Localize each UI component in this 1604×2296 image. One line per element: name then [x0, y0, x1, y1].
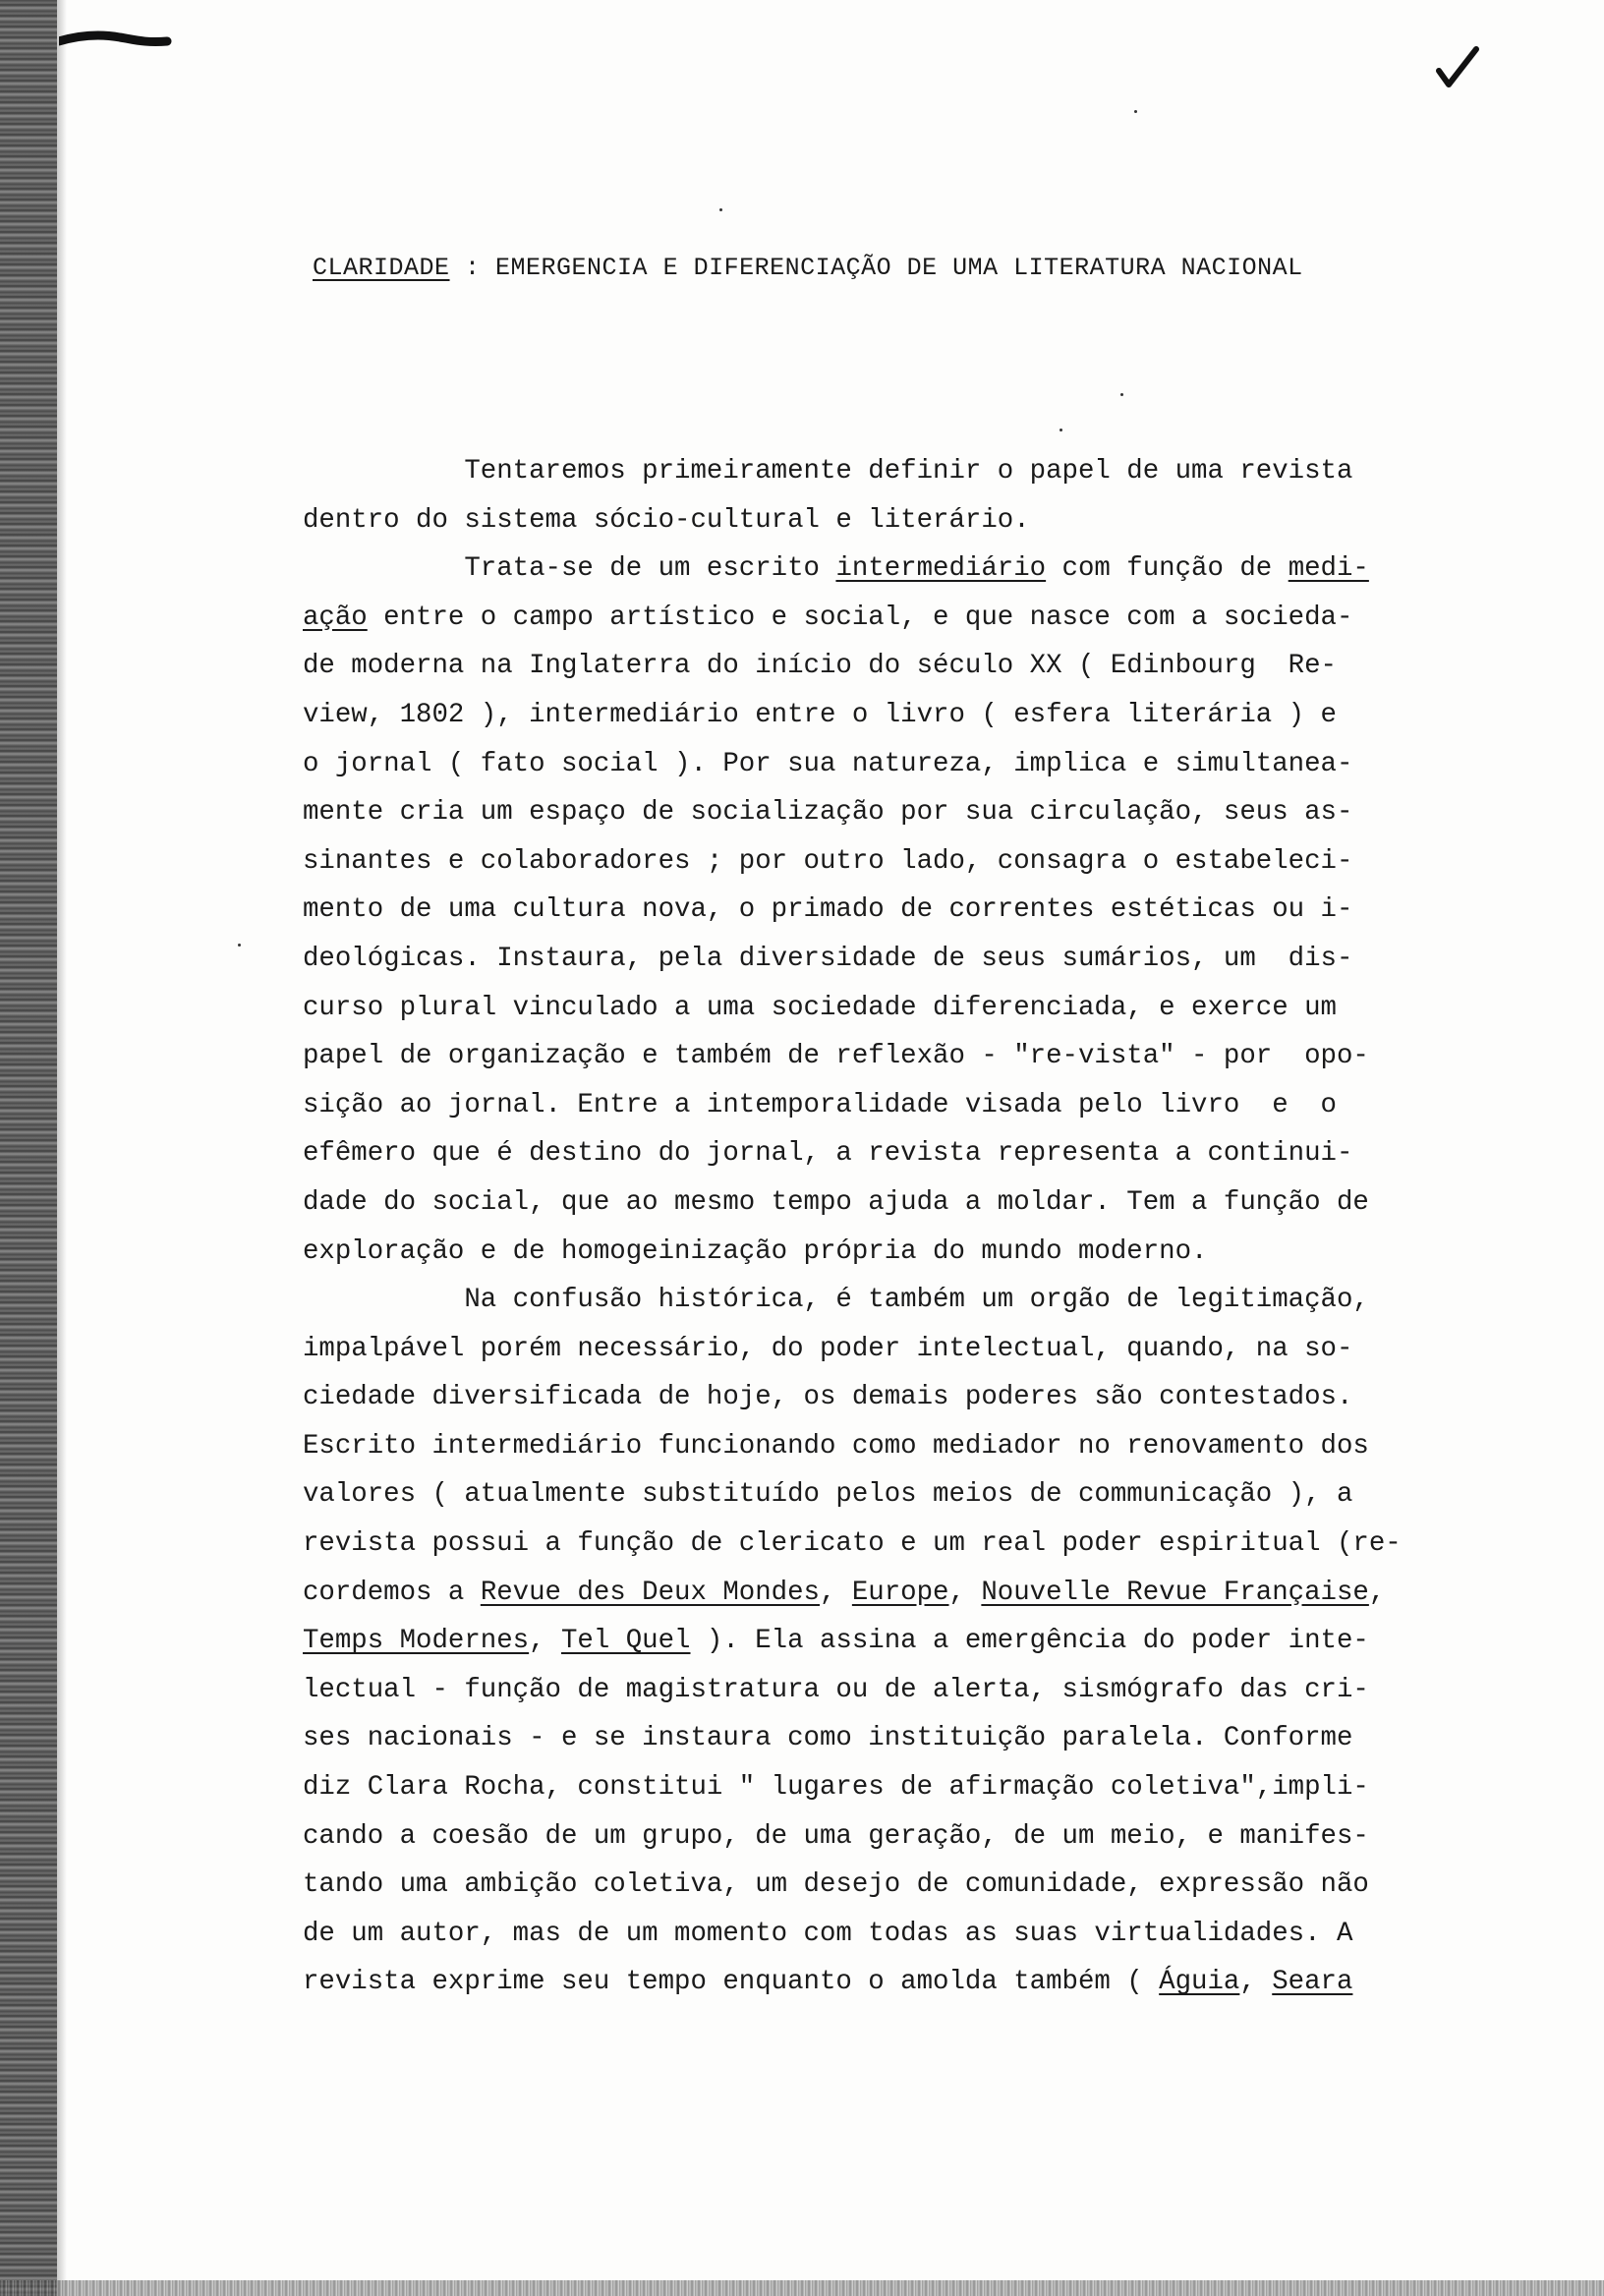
underlined-title-ref: intermediário: [835, 553, 1047, 585]
text-run: mente cria um espaço de socialização por sua circulação, seus as-: [303, 797, 1353, 829]
text-run: cordemos a: [303, 1577, 481, 1608]
text-line: [303, 1373, 1394, 1422]
text-run: Na confusão histórica, é também um orgão de legitimação,: [303, 1285, 1369, 1316]
text-line: [303, 1129, 1394, 1178]
text-run: valores ( atualmente substituído pelos meios de communicação ), a: [303, 1479, 1353, 1511]
text-line: [303, 1470, 1394, 1520]
document-title: [313, 254, 1394, 282]
scan-edge-bottom: [0, 2280, 1604, 2296]
underlined-title-ref: Seara: [1272, 1967, 1353, 1998]
scan-speck: [1120, 393, 1123, 396]
text-line: [303, 1910, 1394, 1959]
text-run: ciedade diversificada de hoje, os demais poderes são contestados.: [303, 1382, 1353, 1413]
text-line: [303, 496, 1394, 545]
text-run: deológicas. Instaura, pela diversidade de seus sumários, um dis-: [303, 943, 1353, 974]
text-run: revista possui a função de clericato e um real poder espiritual (re-: [303, 1528, 1402, 1560]
text-line: [303, 1958, 1394, 2007]
scan-speck: [1060, 429, 1062, 431]
text-run: ses nacionais - e se instaura como instituição paralela. Conforme: [303, 1723, 1353, 1754]
text-run: ,: [529, 1626, 561, 1657]
text-run: sinantes e colaboradores ; por outro lado, consagra o estabeleci-: [303, 845, 1353, 877]
text-run: sição ao jornal. Entre a intemporalidade visada pelo livro e o: [303, 1089, 1337, 1120]
title-journal-name: CLARIDADE: [313, 254, 450, 282]
text-run: cando a coesão de um grupo, de uma geração, de um meio, e manifes-: [303, 1820, 1369, 1852]
scan-speck: [238, 944, 241, 947]
text-line: [303, 545, 1394, 594]
text-run: exploração e de homogeinização própria do mundo moderno.: [303, 1235, 1208, 1267]
text-line: [303, 1032, 1394, 1081]
text-run: ,: [820, 1577, 852, 1608]
text-run: view, 1802 ), intermediário entre o livro ( esfera literária ) e: [303, 699, 1337, 730]
checkmark-icon: [1433, 45, 1480, 92]
text-run: de um autor, mas de um momento com todas as suas virtualidades. A: [303, 1918, 1353, 1949]
text-line: [303, 1081, 1394, 1130]
text-run: ,: [1368, 1577, 1386, 1608]
hole-punch-mark: [59, 28, 177, 53]
text-run: efêmero que é destino do jornal, a revista representa a continui-: [303, 1138, 1353, 1170]
text-line: [303, 1520, 1402, 1569]
text-run: mento de uma cultura nova, o primado de correntes estéticas ou i-: [303, 894, 1353, 926]
text-run: com função de: [1046, 553, 1289, 585]
text-line: [303, 886, 1394, 935]
body-text: [303, 447, 1402, 2007]
text-run: curso plural vinculado a uma sociedade diferenciada, e exerce um: [303, 992, 1337, 1023]
text-line: [303, 594, 1394, 643]
text-line: [303, 447, 1394, 496]
underlined-title-ref: Revue des Deux Mondes: [480, 1577, 820, 1608]
text-run: entre o campo artístico e social, e que nasce com a socieda-: [367, 602, 1353, 633]
text-line: [303, 740, 1394, 789]
text-line: [303, 1325, 1394, 1374]
text-line: [303, 1178, 1394, 1228]
text-line: [303, 642, 1394, 691]
text-line: [303, 1861, 1394, 1910]
text-line: [303, 1569, 1394, 1618]
text-line: [303, 788, 1394, 837]
text-line: [303, 984, 1394, 1033]
title-rest: : EMERGENCIA E DIFERENCIAÇÃO DE UMA LITERATURA NACIONAL: [449, 254, 1303, 282]
text-line: [303, 837, 1394, 887]
text-run: o jornal ( fato social ). Por sua natureza, implica e simultanea-: [303, 748, 1353, 779]
scan-edge-left: [0, 0, 57, 2296]
text-line: [303, 935, 1394, 984]
scan-speck: [719, 208, 722, 211]
text-run: revista exprime seu tempo enquanto o amolda também (: [303, 1967, 1160, 1998]
text-run: papel de organização e também de reflexão - "re-vista" - por opo-: [303, 1041, 1369, 1072]
text-run: Trata-se de um escrito: [303, 553, 836, 585]
text-run: tando uma ambição coletiva, um desejo de comunidade, expressão não: [303, 1869, 1369, 1901]
text-run: impalpável porém necessário, do poder intelectual, quando, na so-: [303, 1333, 1353, 1364]
text-run: dade do social, que ao mesmo tempo ajuda a moldar. Tem a função de: [303, 1186, 1369, 1218]
text-line: [303, 1228, 1394, 1277]
text-line: [303, 1617, 1394, 1666]
text-run: de moderna na Inglaterra do início do século XX ( Edinbourg Re-: [303, 651, 1337, 682]
text-run: Escrito intermediário funcionando como mediador no renovamento dos: [303, 1430, 1369, 1462]
text-line: [303, 1763, 1394, 1812]
text-line: [303, 691, 1394, 740]
text-run: dentro do sistema sócio-cultural e literário.: [303, 504, 1030, 536]
text-run: ). Ela assina a emergência do poder inte-: [690, 1626, 1369, 1657]
text-run: ,: [1239, 1967, 1273, 1998]
text-line: [303, 1812, 1394, 1862]
text-run: diz Clara Rocha, constitui " lugares de afirmação coletiva",impli-: [303, 1772, 1369, 1804]
text-run: ,: [948, 1577, 982, 1608]
underlined-title-ref: Tel Quel: [561, 1626, 691, 1657]
underlined-title-ref: Temps Modernes: [303, 1626, 530, 1657]
text-line: [303, 1422, 1394, 1471]
underlined-title-ref: medi-: [1288, 553, 1369, 585]
text-run: lectual - função de magistratura ou de alerta, sismógrafo das cri-: [303, 1674, 1369, 1705]
underlined-title-ref: ação: [303, 602, 368, 633]
text-line: [303, 1276, 1394, 1325]
text-run: Tentaremos primeiramente definir o papel de uma revista: [303, 456, 1353, 487]
scan-speck: [1134, 110, 1137, 113]
text-line: [303, 1714, 1394, 1763]
underlined-title-ref: Europe: [851, 1577, 949, 1608]
text-line: [303, 1666, 1394, 1715]
underlined-title-ref: Águia: [1159, 1967, 1240, 1998]
underlined-title-ref: Nouvelle Revue Française: [981, 1577, 1369, 1608]
